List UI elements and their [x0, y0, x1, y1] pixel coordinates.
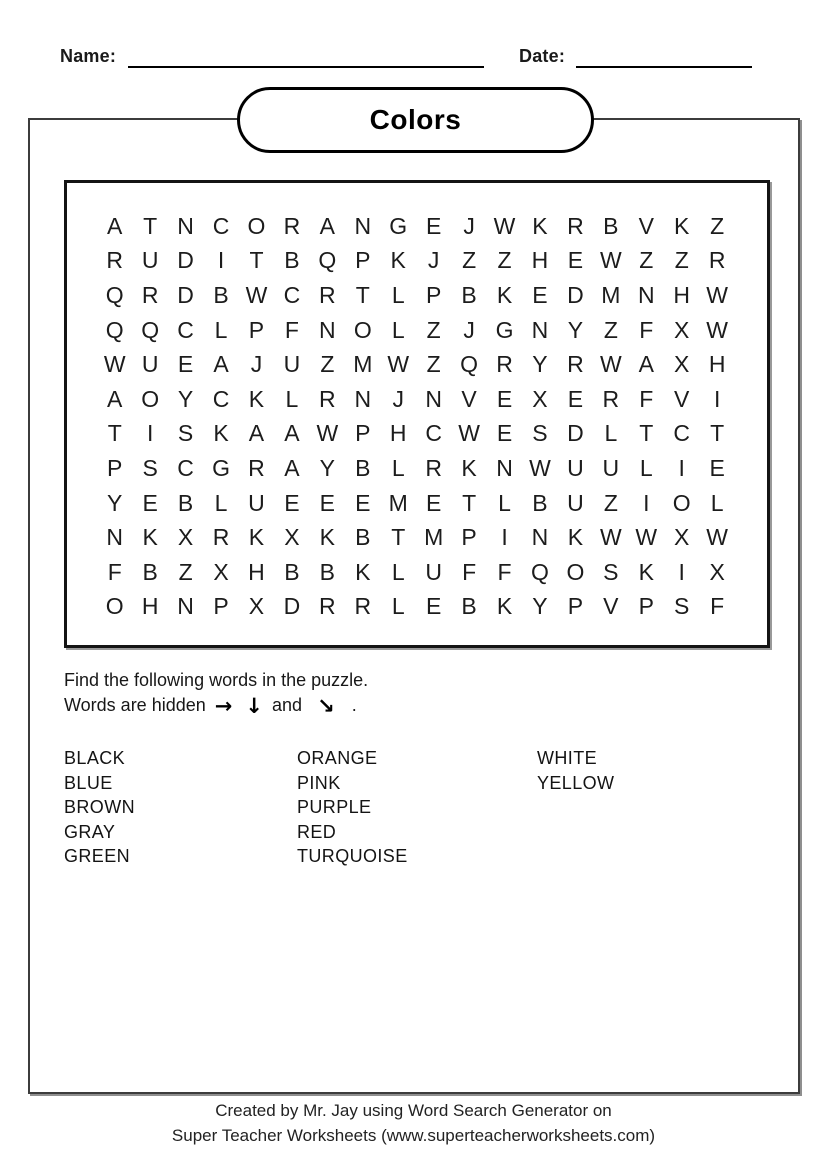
grid-letter: H: [141, 593, 159, 620]
grid-letter: I: [643, 489, 650, 516]
grid-letter: Z: [639, 247, 654, 274]
grid-letter: W: [103, 351, 126, 378]
grid-letter: O: [105, 593, 124, 620]
grid-letter: J: [463, 316, 475, 343]
grid-letter: H: [531, 247, 549, 274]
grid-letter: Y: [532, 351, 548, 378]
grid-letter: L: [285, 385, 299, 412]
grid-letter: X: [674, 351, 690, 378]
grid-letter: B: [284, 247, 300, 274]
grid-letter: S: [532, 420, 548, 447]
grid-letter: C: [212, 385, 230, 412]
grid-letter: P: [248, 316, 265, 343]
grid-letter: Q: [141, 316, 160, 343]
grid-letter: D: [567, 281, 584, 308]
grid-letter: T: [143, 212, 158, 239]
grid-letter: Z: [426, 316, 441, 343]
grid-letter: Y: [107, 489, 123, 516]
grid-letter: N: [496, 454, 513, 481]
grid-letter: A: [248, 420, 265, 447]
grid-letter: E: [177, 351, 194, 378]
grid-letter: L: [639, 454, 653, 481]
grid-letter: I: [713, 385, 721, 412]
grid-letter: U: [283, 351, 301, 378]
grid-letter: R: [106, 247, 124, 274]
grid-letter: E: [284, 489, 300, 516]
grid-letter: K: [674, 212, 690, 239]
grid-letter: O: [141, 385, 160, 412]
grid-letter: A: [319, 212, 336, 239]
grid-letter: A: [284, 420, 300, 447]
grid-letter: B: [461, 593, 477, 620]
grid-letter: C: [177, 454, 194, 481]
grid-letter: F: [710, 593, 725, 620]
grid-letter: E: [425, 593, 442, 620]
grid-letter: T: [391, 524, 406, 551]
word-list-column-1: [64, 746, 297, 869]
grid-letter: B: [355, 454, 371, 481]
grid-letter: K: [355, 558, 371, 585]
word-list-item: WHITE: [537, 748, 597, 768]
grid-letter: U: [567, 489, 584, 516]
grid-letter: C: [673, 420, 691, 447]
grid-letter: R: [708, 247, 726, 274]
grid-letter: Z: [320, 351, 335, 378]
grid-letter: N: [637, 281, 655, 308]
grid-letter: N: [319, 316, 336, 343]
grid-letter: X: [284, 524, 300, 551]
grid-letter: U: [425, 558, 442, 585]
grid-letter: E: [142, 489, 158, 516]
grid-letter: R: [425, 454, 442, 481]
grid-letter: O: [247, 212, 266, 239]
grid-letter: Q: [105, 316, 124, 343]
grid-letter: N: [531, 316, 549, 343]
grid-letter: M: [388, 489, 408, 516]
grid-letter: Z: [674, 247, 689, 274]
grid-letter: W: [635, 524, 658, 551]
grid-letter: J: [463, 212, 475, 239]
grid-letter: I: [678, 558, 685, 585]
grid-letter: F: [639, 316, 654, 343]
grid-letter: P: [638, 593, 654, 620]
grid-letter: Z: [710, 212, 725, 239]
grid-letter: A: [213, 351, 229, 378]
grid-letter: V: [603, 593, 619, 620]
grid-letter: G: [389, 212, 408, 239]
grid-letter: V: [674, 385, 690, 412]
grid-letter: Z: [178, 558, 193, 585]
grid-letter: W: [387, 351, 410, 378]
worksheet-frame: [28, 104, 800, 1094]
grid-letter: R: [567, 212, 584, 239]
grid-letter: A: [284, 454, 300, 481]
grid-letter: I: [678, 454, 685, 481]
instructions-line1: Find the following words in the puzzle.: [64, 670, 369, 690]
letter-grid: [97, 209, 735, 624]
grid-letter: H: [673, 281, 691, 308]
grid-letter: B: [603, 212, 619, 239]
grid-letter: H: [248, 558, 265, 585]
grid-letter: X: [709, 558, 725, 585]
grid-letter: K: [213, 420, 229, 447]
grid-letter: F: [284, 316, 299, 343]
grid-letter: K: [390, 247, 406, 274]
grid-letter: Y: [532, 593, 548, 620]
word-list-item: PURPLE: [297, 797, 372, 818]
grid-letter: K: [496, 593, 513, 620]
grid-letter: A: [638, 351, 654, 378]
grid-letter: H: [389, 420, 407, 447]
word-list-column-3: [537, 746, 614, 869]
grid-letter: M: [601, 281, 621, 308]
grid-letter: W: [599, 524, 622, 551]
grid-letter: T: [710, 420, 725, 447]
page-title: Colors: [369, 104, 462, 135]
grid-letter: L: [391, 281, 405, 308]
grid-letter: E: [496, 385, 513, 412]
grid-letter: P: [107, 454, 123, 481]
grid-letter: X: [532, 385, 548, 412]
grid-letter: I: [146, 420, 154, 447]
grid-letter: M: [424, 524, 444, 551]
grid-letter: P: [355, 420, 371, 447]
grid-letter: Z: [462, 247, 477, 274]
grid-letter: E: [425, 212, 442, 239]
name-label: Name:: [60, 46, 117, 66]
grid-letter: N: [106, 524, 124, 551]
grid-letter: X: [674, 316, 690, 343]
footer-credit: [0, 1098, 827, 1148]
grid-letter: R: [319, 385, 336, 412]
grid-letter: H: [708, 351, 726, 378]
grid-letter: M: [353, 351, 373, 378]
grid-letter: U: [602, 454, 620, 481]
grid-letter: R: [602, 385, 620, 412]
grid-letter: G: [212, 454, 230, 481]
grid-letter: J: [250, 351, 263, 378]
grid-letter: P: [567, 593, 584, 620]
grid-letter: L: [391, 454, 405, 481]
grid-letter: P: [213, 593, 229, 620]
grid-letter: B: [355, 524, 371, 551]
grid-letter: Y: [177, 385, 194, 412]
grid-letter: Q: [531, 558, 549, 585]
grid-letter: P: [461, 524, 477, 551]
grid-letter: B: [213, 281, 229, 308]
title-banner: [237, 87, 594, 153]
grid-letter: T: [355, 281, 370, 308]
grid-letter: N: [177, 593, 194, 620]
grid-letter: Z: [426, 351, 441, 378]
grid-letter: K: [248, 385, 265, 412]
grid-letter: N: [354, 212, 372, 239]
grid-letter: O: [672, 489, 691, 516]
grid-letter: R: [496, 351, 513, 378]
grid-letter: K: [142, 524, 158, 551]
grid-letter: U: [141, 351, 159, 378]
word-list-item: BLACK: [64, 748, 126, 768]
word-list: [64, 746, 614, 869]
grid-letter: L: [214, 489, 228, 516]
grid-letter: L: [391, 316, 405, 343]
grid-letter: D: [177, 281, 194, 308]
name-write-line: [128, 66, 484, 68]
grid-letter: C: [425, 420, 442, 447]
grid-letter: I: [217, 247, 225, 274]
grid-letter: X: [213, 558, 229, 585]
grid-letter: L: [391, 593, 405, 620]
grid-letter: K: [532, 212, 548, 239]
instructions-period: .: [351, 695, 357, 715]
grid-letter: Y: [567, 316, 584, 343]
word-list-item: GRAY: [64, 821, 116, 842]
grid-letter: B: [319, 558, 336, 585]
grid-letter: C: [177, 316, 194, 343]
grid-letter: F: [497, 558, 512, 585]
grid-letter: W: [529, 454, 551, 481]
grid-letter: W: [599, 247, 622, 274]
grid-letter: T: [462, 489, 477, 516]
grid-letter: V: [638, 212, 654, 239]
grid-letter: U: [141, 247, 159, 274]
grid-letter: E: [319, 489, 336, 516]
grid-letter: X: [177, 524, 194, 551]
grid-letter: N: [177, 212, 194, 239]
grid-letter: F: [107, 558, 122, 585]
word-list-item: RED: [297, 821, 337, 842]
grid-letter: N: [354, 385, 372, 412]
grid-letter: R: [212, 524, 230, 551]
grid-letter: E: [355, 489, 371, 516]
word-list-item: YELLOW: [537, 772, 615, 793]
grid-letter: W: [599, 351, 622, 378]
word-list-item: BROWN: [64, 797, 135, 818]
grid-letter: I: [501, 524, 508, 551]
grid-letter: B: [142, 558, 158, 585]
grid-letter: R: [319, 593, 336, 620]
grid-letter: E: [425, 489, 442, 516]
grid-letter: A: [107, 212, 123, 239]
grid-letter: J: [427, 247, 440, 274]
instructions: [64, 668, 368, 719]
grid-letter: Q: [105, 281, 124, 308]
grid-letter: W: [245, 281, 268, 308]
grid-letter: J: [392, 385, 404, 412]
grid-letter: W: [706, 524, 729, 551]
grid-letter: R: [141, 281, 159, 308]
instructions-line2-prefix: Words are hidden: [64, 695, 206, 715]
grid-letter: N: [531, 524, 549, 551]
grid-letter: R: [567, 351, 584, 378]
grid-letter: C: [283, 281, 301, 308]
grid-letter: S: [177, 420, 194, 447]
grid-letter: F: [639, 385, 654, 412]
grid-letter: L: [391, 558, 405, 585]
grid-letter: Y: [319, 454, 336, 481]
grid-letter: A: [107, 385, 123, 412]
grid-letter: K: [461, 454, 477, 481]
grid-letter: L: [710, 489, 724, 516]
grid-letter: K: [496, 281, 513, 308]
grid-letter: S: [674, 593, 690, 620]
grid-letter: F: [462, 558, 477, 585]
word-list-item: PINK: [297, 772, 341, 793]
grid-letter: G: [495, 316, 514, 343]
grid-letter: W: [458, 420, 480, 447]
grid-letter: X: [248, 593, 265, 620]
grid-letter: W: [706, 281, 729, 308]
grid-letter: R: [354, 593, 372, 620]
grid-letter: Q: [318, 247, 337, 274]
grid-letter: E: [496, 420, 513, 447]
grid-letter: D: [177, 247, 194, 274]
grid-letter: R: [248, 454, 265, 481]
word-list-item: BLUE: [64, 772, 113, 793]
grid-letter: P: [355, 247, 371, 274]
grid-letter: T: [107, 420, 122, 447]
grid-letter: X: [674, 524, 690, 551]
grid-letter: P: [425, 281, 442, 308]
grid-letter: E: [532, 281, 548, 308]
grid-letter: T: [249, 247, 264, 274]
grid-letter: R: [283, 212, 301, 239]
grid-letter: O: [353, 316, 372, 343]
word-list-column-2: [297, 746, 537, 869]
grid-letter: B: [461, 281, 477, 308]
arrow-right-icon: →: [214, 694, 233, 718]
grid-letter: K: [638, 558, 654, 585]
grid-letter: U: [567, 454, 584, 481]
grid-letter: Z: [603, 489, 618, 516]
grid-letter: T: [639, 420, 654, 447]
grid-letter: Q: [460, 351, 479, 378]
grid-letter: B: [284, 558, 300, 585]
grid-letter: W: [706, 316, 729, 343]
grid-letter: E: [709, 454, 725, 481]
puzzle-grid-frame: [64, 180, 770, 648]
date-label: Date:: [519, 46, 566, 66]
grid-letter: L: [498, 489, 511, 516]
arrow-diagonal-icon: ↘: [317, 694, 335, 718]
grid-letter: K: [319, 524, 336, 551]
grid-letter: L: [604, 420, 618, 447]
grid-letter: O: [566, 558, 585, 585]
grid-letter: K: [567, 524, 584, 551]
grid-letter: Z: [603, 316, 618, 343]
footer-line2: Super Teacher Worksheets (www.superteacherworksheets.com): [171, 1126, 656, 1145]
grid-letter: S: [603, 558, 619, 585]
grid-letter: U: [248, 489, 265, 516]
grid-letter: K: [248, 524, 265, 551]
grid-letter: C: [212, 212, 230, 239]
word-list-item: ORANGE: [297, 748, 378, 768]
grid-letter: B: [177, 489, 194, 516]
grid-letter: N: [425, 385, 442, 412]
grid-letter: B: [532, 489, 548, 516]
grid-letter: S: [142, 454, 158, 481]
grid-letter: E: [567, 247, 584, 274]
grid-letter: D: [567, 420, 584, 447]
instructions-and: and: [272, 695, 303, 715]
grid-letter: L: [214, 316, 228, 343]
grid-letter: R: [319, 281, 336, 308]
grid-letter: W: [316, 420, 339, 447]
arrow-down-icon: ↓: [245, 694, 263, 718]
instructions-line2: [64, 693, 368, 719]
footer-line1: Created by Mr. Jay using Word Search Generator on: [215, 1101, 612, 1120]
grid-letter: D: [283, 593, 301, 620]
grid-letter: V: [461, 385, 477, 412]
grid-letter: Z: [497, 247, 512, 274]
word-list-item: GREEN: [64, 846, 131, 867]
word-list-item: TURQUOISE: [297, 846, 408, 867]
grid-letter: W: [493, 212, 516, 239]
grid-letter: E: [567, 385, 584, 412]
date-write-line: [576, 66, 752, 68]
